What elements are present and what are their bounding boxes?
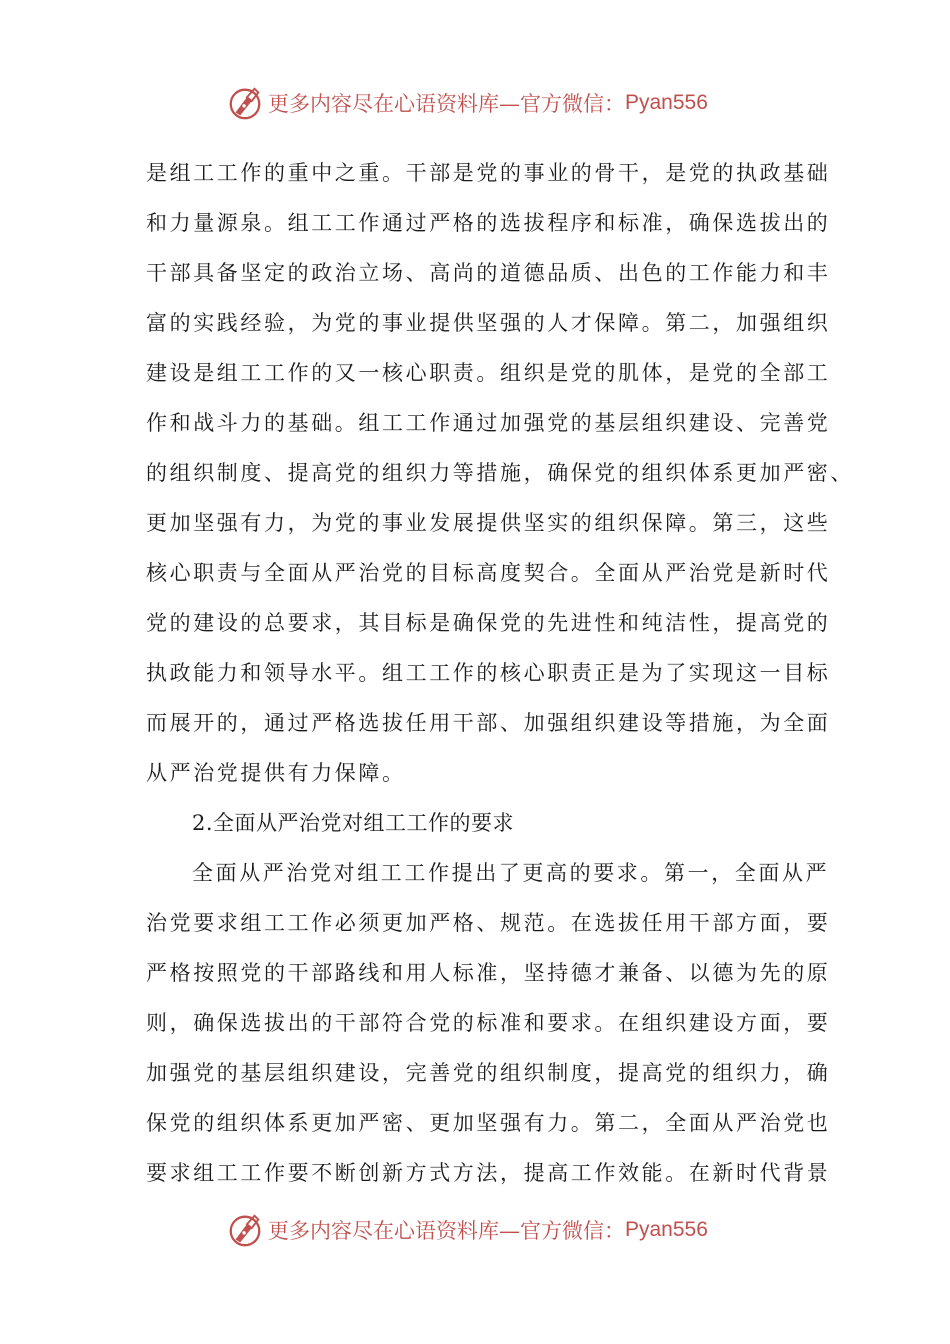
text-line: 治党要求组工工作必须更加严格、规范。在选拔任用干部方面，要: [146, 911, 831, 935]
header-wechat-id: Pyan556: [625, 91, 708, 114]
text-line: 和力量源泉。组工工作通过严格的选拔程序和标准，确保选拔出的: [146, 211, 831, 235]
text-line: 执政能力和领导水平。组工工作的核心职责正是为了实现这一目标: [146, 661, 831, 685]
paragraph-1: [146, 148, 854, 798]
text-line: 的组织制度、提高党的组织力等措施，确保党的组织体系更加严密、: [146, 461, 854, 485]
footer-wechat-id: Pyan556: [625, 1218, 708, 1241]
text-line: 要求组工工作要不断创新方式方法，提高工作效能。在新时代背景: [146, 1161, 831, 1185]
text-line: 加强党的基层组织建设，完善党的组织制度，提高党的组织力，确: [146, 1061, 831, 1085]
text-line: 全面从严治党对组工工作提出了更高的要求。第一，全面从严: [192, 861, 830, 885]
text-line: 严格按照党的干部路线和用人标准，坚持德才兼备、以德为先的原: [146, 961, 831, 985]
pen-nib-logo-icon: [226, 84, 264, 122]
footer-banner-text: 更多内容尽在心语资料库—官方微信：: [268, 1219, 625, 1243]
text-line: 富的实践经验，为党的事业提供坚强的人才保障。第二，加强组织: [146, 311, 831, 335]
text-line: 作和战斗力的基础。组工工作通过加强党的基层组织建设、完善党: [146, 411, 831, 435]
section-heading: 2.全面从严治党对组工工作的要求: [192, 811, 515, 835]
pen-nib-logo-icon: [226, 1211, 264, 1249]
paragraph-2: [146, 848, 846, 1198]
document-body: [146, 148, 854, 1198]
text-line: 则，确保选拔出的干部符合党的标准和要求。在组织建设方面，要: [146, 1011, 831, 1035]
header-banner-text: 更多内容尽在心语资料库—官方微信：: [268, 92, 625, 116]
text-line: 而展开的，通过严格选拔任用干部、加强组织建设等措施，为全面: [146, 711, 831, 735]
text-line: 党的建设的总要求，其目标是确保党的先进性和纯洁性，提高党的: [146, 611, 831, 635]
footer-banner: [226, 1208, 708, 1252]
text-line: 干部具备坚定的政治立场、高尚的道德品质、出色的工作能力和丰: [146, 261, 831, 285]
text-line: 建设是组工工作的又一核心职责。组织是党的肌体，是党的全部工: [146, 361, 831, 385]
text-line: 是组工工作的重中之重。干部是党的事业的骨干，是党的执政基础: [146, 161, 831, 185]
text-line: 核心职责与全面从严治党的目标高度契合。全面从严治党是新时代: [146, 561, 831, 585]
header-banner: [226, 81, 708, 125]
text-line: 更加坚强有力，为党的事业发展提供坚实的组织保障。第三，这些: [146, 511, 831, 535]
text-line: 保党的组织体系更加严密、更加坚强有力。第二，全面从严治党也: [146, 1111, 831, 1135]
text-line: 从严治党提供有力保障。: [146, 761, 406, 785]
